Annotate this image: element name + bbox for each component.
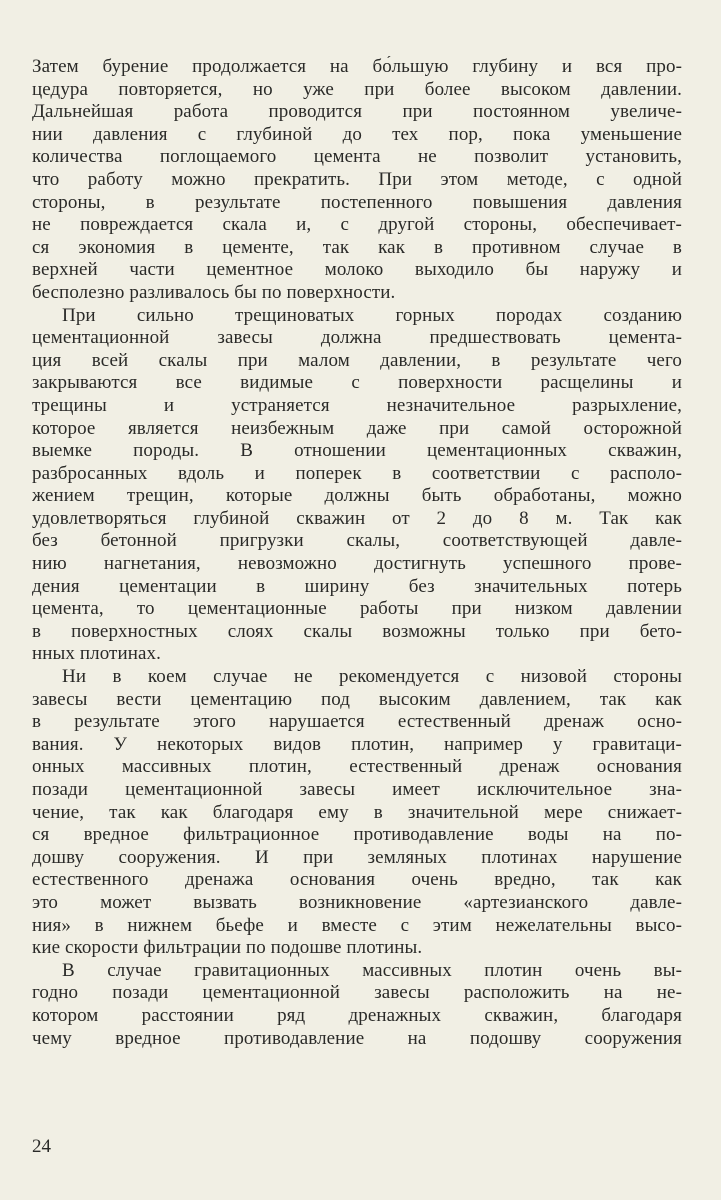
text-line: чему вредное противодавление на подошву сооружения [32,1027,682,1049]
text-line: ся вредное фильтрационное противодавление воды на по- [32,824,682,846]
text-line: позади цементационной завесы имеет исключительное зна- [32,779,682,800]
body-text [32,56,682,1050]
paragraph-start-line: Ни в коем случае не рекомендуется с низовой стороны [62,666,682,688]
text-line: годно позади цементационной завесы расположить на не- [32,982,682,1004]
paragraph-end-line: бесполезно разливалось бы по поверхности. [32,281,396,303]
text-line: ся экономия в цементе, так как в противном случае в [32,236,682,258]
text-line: что работу можно прекратить. При этом методе, с одной [32,168,682,190]
text-line: верхней части цементное молоко выходило бы наружу и [32,259,682,281]
text-line: стороны, в результате постепенного повышения давления [32,191,682,213]
text-line: это может вызвать возникновение «артезианского давле- [32,891,682,913]
text-line: жением трещин, которые должны быть обработаны, можно [32,485,682,507]
text-line: трещины и устраняется незначительное разрыхление, [32,394,682,416]
text-line: дения цементации в ширину без значительных потерь [32,575,682,597]
text-line: вания. У некоторых видов плотин, например у гравитаци- [32,733,682,755]
paragraph-end-line: кие скорости фильтрации по подошве плотины. [32,937,423,959]
text-line: ния» в нижнем бьефе и вместе с этим нежелательны высо- [32,914,682,936]
text-line: дошву сооружения. И при земляных плотинах нарушение [32,846,682,868]
text-line: нию нагнетания, невозможно достигнуть успешного прове- [32,553,682,575]
text-line: цемента, то цементационные работы при низком давлении [32,598,682,620]
paragraph-end-line: нных плотинах. [32,643,161,665]
text-line: онных массивных плотин, естественный дренаж основания [32,756,682,778]
text-line: нии давления с глубиной до тех пор, пока уменьшение [32,123,682,145]
text-line: Затем бурение продолжается на бо́льшую глубину и вся про- [32,56,682,77]
text-line: завесы вести цементацию под высоким давлением, так как [32,688,682,710]
text-line: естественного дренажа основания очень вредно, так как [32,869,682,891]
text-line: без бетонной пригрузки скалы, соответствующей давле- [32,530,682,552]
text-line: котором расстоянии ряд дренажных скважин, благодаря [32,1004,682,1026]
text-line: в поверхностных слоях скалы возможны только при бето- [32,620,682,642]
paragraph-start-line: При сильно трещиноватых горных породах созданию [62,304,682,326]
text-line: которое является неизбежным даже при самой осторожной [32,417,682,439]
text-line: количества поглощаемого цемента не позволит установить, [32,146,682,168]
page-number: 24 [32,1136,51,1157]
text-line: удовлетворяться глубиной скважин от 2 до 8 м. Так как [32,507,682,529]
text-line: закрываются все видимые с поверхности расщелины и [32,372,682,394]
paragraph-start-line: В случае гравитационных массивных плотин очень вы- [62,959,682,981]
text-line: чение, так как благодаря ему в значительной мере снижает- [32,801,682,823]
text-line: в результате этого нарушается естественный дренаж осно- [32,711,682,733]
text-line: разбросанных вдоль и поперек в соответствии с располо- [32,462,682,484]
text-line: выемке породы. В отношении цементационных скважин, [32,440,682,462]
text-line: не повреждается скала и, с другой стороны, обеспечивает- [32,214,682,236]
text-line: цементационной завесы должна предшествовать цемента- [32,327,682,349]
text-line: ция всей скалы при малом давлении, в результате чего [32,349,682,371]
text-line: цедура повторяется, но уже при более высоком давлении. [32,78,682,100]
text-line: Дальнейшая работа проводится при постоянном увеличе- [32,101,682,123]
